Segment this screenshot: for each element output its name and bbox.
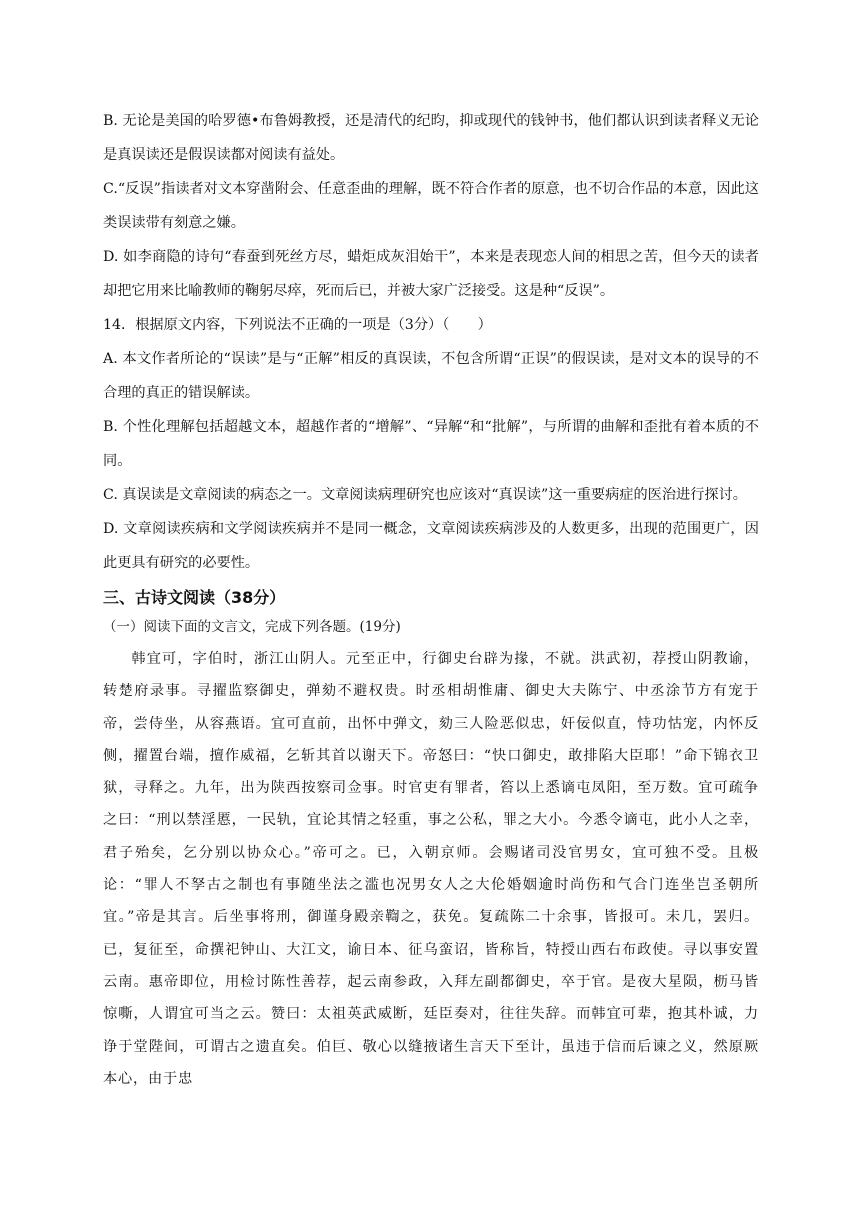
option-14c: C. 真误读是文章阅读的病态之一。文章阅读病理研究也应该对“真误读”这一重要病症的医治进行探讨。 xyxy=(103,487,747,503)
option-13c: C.“反误”指读者对文本穿凿附会、任意歪曲的理解，既不符合作者的原意，也不切合作品的本意，因此这类误读带有刻意之嫌。 xyxy=(103,181,759,231)
classical-passage: 韩宜可，字伯时，浙江山阴人。元至正中，行御史台辟为掾，不就。洪武初，荐授山阴教谕，转楚府录事。寻擢监察御史，弹劾不避权贵。时丞相胡惟庸、御史大夫陈宁、中丞涂节方有宠于帝，尝侍坐，从容燕语。宜可直前，出怀中弹文，劾三人险恶似忠，奸佞似直，恃功怙宠，内怀反侧，擢置台端，擅作威福，乞斩其首以谢天下。帝怒曰：“快口御史，敢排陷大臣耶！”命下锦衣卫狱，寻释之。九年，出为陕西按察司佥事。时官吏有罪者，笞以上悉谪屯凤阳，至万数。宜可疏争之曰：“刑以禁淫慝，一民轨，宜论其情之轻重，事之公私，罪之大小。今悉令谪屯，此小人之幸，君子殆矣，乞分别以协众心。”帝可之。已，入朝京师。会赐诸司没官男女，宜可独不受。且极论：“罪人不孥古之制也有事随坐法之滥也况男女人之大伦婚姻逾时尚伤和气合门连坐岂圣朝所宜。”帝是其言。后坐事将刑，御谨身殿亲鞫之，获免。复疏陈二十余事，皆报可。未几，罢归。已，复征至，命撰祀钟山、大江文，谕日本、征乌蛮诏，皆称旨，特授山西右布政使。寻以事安置云南。惠帝即位，用检讨陈性善荐，起云南参政，入拜左副都御史，卒于官。是夜大星陨，枥马皆惊嘶，人谓宜可当之云。赞曰：太祖英武威断，廷臣奏对，往往失辞。而韩宜可辈，抱其朴诚，力诤于堂陛间，可谓古之遗直矣。伯巨、敬心以缝掖诸生言天下至计，虽违于信而后谏之义，然原厥本心，由于忠 xyxy=(103,651,759,1087)
document-page xyxy=(103,104,759,1095)
option-13b: B. 无论是美国的哈罗德•布鲁姆教授，还是清代的纪昀，抑或现代的钱钟书，他们都认识到读者释义无论是真误读还是假误读都对阅读有益处。 xyxy=(103,113,759,163)
section-title: 三、古诗文阅读（38分） xyxy=(103,588,286,607)
option-13d: D. 如李商隐的诗句“春蚕到死丝方尽，蜡炬成灰泪始干”，本来是表现恋人间的相思之苦，但今天的读者却把它用来比喻教师的鞠躬尽瘁，死而后已，并被大家广泛接受。这是种“反误”。 xyxy=(103,249,759,299)
option-14a: A. 本文作者所论的“误读”是与“正解”相反的真误读，不包含所谓“正误”的假误读，是对文本的误导的不合理的真正的错误解读。 xyxy=(103,351,759,401)
option-14b: B. 个性化理解包括超越文本，超越作者的“增解”、“异解“和“批解”，与所谓的曲解和歪批有着本质的不同。 xyxy=(103,419,759,469)
option-14d: D. 文章阅读疾病和文学阅读疾病并不是同一概念，文章阅读疾病涉及的人数更多，出现的范围更广，因此更具有研究的必要性。 xyxy=(103,521,759,571)
question-14-stem: 14．根据原文内容，下列说法不正确的一项是（3分）（ ） xyxy=(103,317,492,333)
subsection-title: （一）阅读下面的文言文，完成下列各题。(19分) xyxy=(103,619,401,635)
